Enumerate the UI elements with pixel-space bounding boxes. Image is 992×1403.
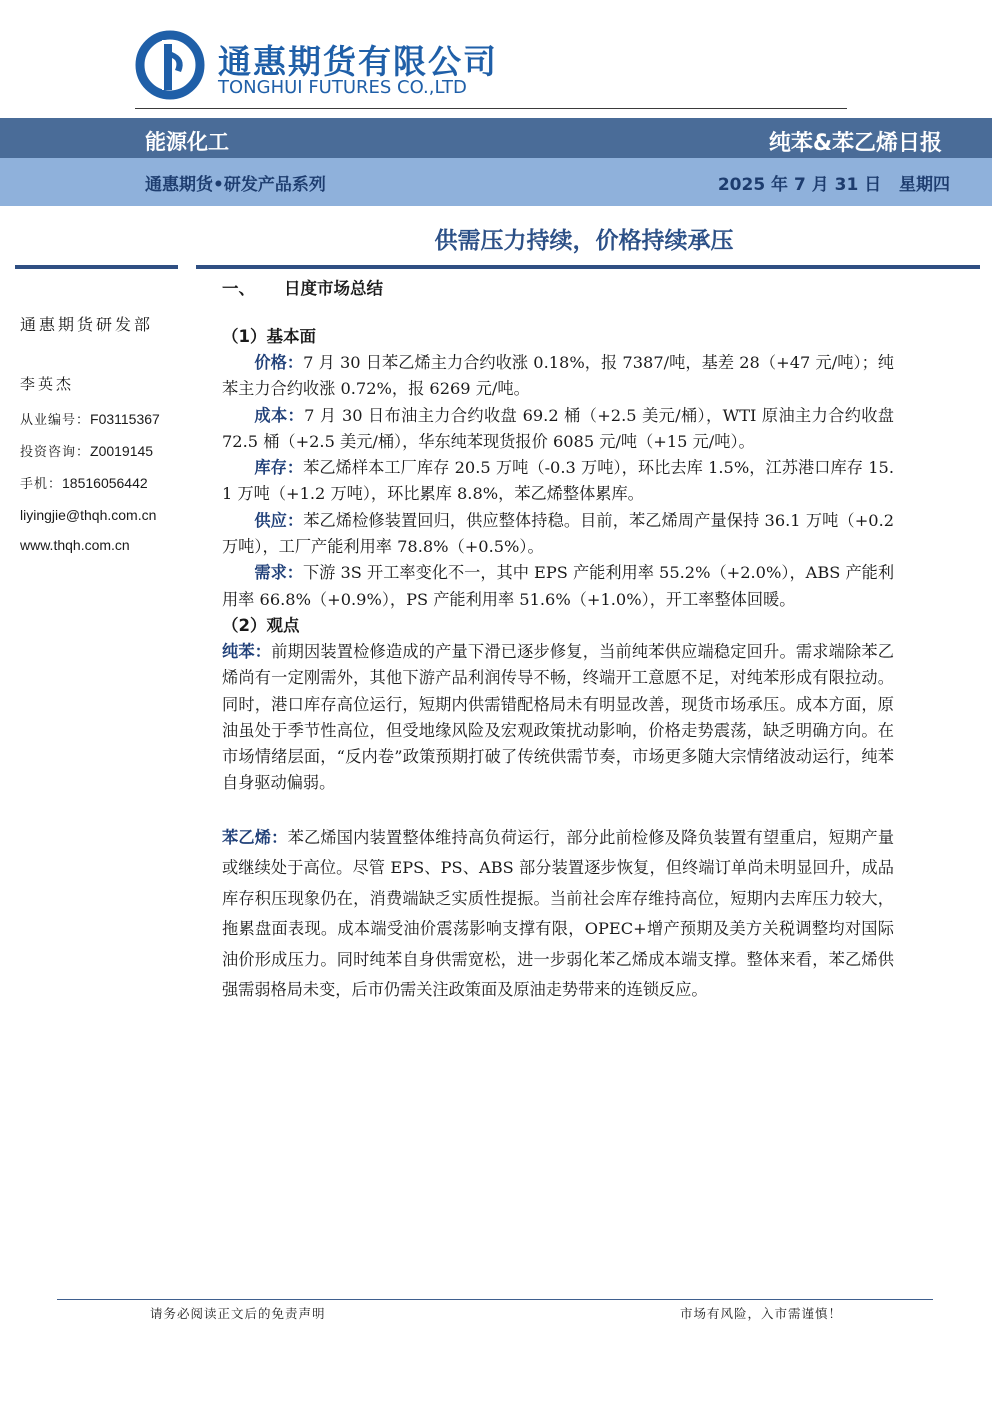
inventory-paragraph: 库存：苯乙烯样本工厂库存 20.5 万吨（-0.3 万吨），环比去库 1.5%，江苏港口库存 15.1 万吨（+1.2 万吨），环比累库 8.8%，苯乙烯整体累库。 [222,458,895,504]
styrene-view-paragraph: 苯乙烯：苯乙烯国内装置整体维持高负荷运行，部分此前检修及降负装置有望重启，短期产量或继续处于高位。尽管 EPS、PS、ABS 部分装置逐步恢复，但终端订单尚未明显回升，成品库存积压现象仍在，消费端缺乏实质性提振。当前社会库存维持高位，短期内去库压力较大，拖累盘面表现。成本端受油价震荡影响支撑有限，OPEC+增产预期及美方关税调整均对国际油价形成压力。同时纯苯自身供需宽松，进一步弱化苯乙烯成本端支撑。整体来看，苯乙烯供强需弱格局未变，后市仍需关注政策面及原油走势带来的连锁反应。 [222,827,895,1000]
demand-paragraph: 需求：下游 3S 开工率变化不一，其中 EPS 产能利用率 55.2%（+2.0%），ABS 产能利用率 66.8%（+0.9%），PS 产能利用率 51.6%（+1.0%），开工率整体回暖。 [222,563,895,609]
risk-warning: 市场有风险，入市需谨慎！ [679,1306,842,1321]
sector-label: 能源化工 [145,130,229,154]
report-date [718,170,950,195]
header-divider [135,108,847,109]
company-name-en: TONGHUI FUTURES CO.,LTD [218,77,467,98]
sidebar-divider [15,265,178,269]
disclaimer-note: 请务必阅读正文后的免责声明 [150,1306,326,1321]
report-headline: 供需压力持续，价格持续承压 [434,228,734,254]
department-name: 通惠期货研发部 [20,315,154,334]
footer-divider [57,1299,933,1300]
supply-paragraph: 供应：苯乙烯检修装置回归，供应整体持稳。目前，苯乙烯周产量保持 36.1 万吨（+0.2 万吨），工厂产能利用率 78.8%（+0.5%）。 [222,510,895,557]
report-body [222,276,894,1006]
email-link[interactable]: liyingjie@thqh.com.cn [20,507,157,523]
price-paragraph: 价格：7 月 30 日苯乙烯主力合约收涨 0.18%，报 7387/吨，基差 28（+47 元/吨）；纯苯主力合约收涨 0.72%，报 6269 元/吨。 [222,353,894,399]
views-heading: （2）观点 [222,615,300,635]
advisory-number: 投资咨询：Z0019145 [20,443,154,460]
company-name-cn: 通惠期货有限公司 [218,42,498,81]
fundamentals-heading: （1）基本面 [222,327,316,346]
report-title: 纯苯&苯乙烯日报 [768,131,942,156]
analyst-sidebar [20,312,190,560]
analyst-name: 李英杰 [20,375,75,393]
company-logo-icon [135,30,205,100]
cost-paragraph: 成本：7 月 30 日布油主力合约收盘 69.2 桶（+2.5 美元/桶），WTI 原油主力合约收盘 72.5 桶（+2.5 美元/桶），华东纯苯现货报价 6085 元/吨（+15 元/吨）。 [222,405,894,451]
license-number: 从业编号：F03115367 [20,411,160,428]
series-label: 通惠期货•研发产品系列 [145,175,326,195]
content-divider [196,265,980,269]
phone-number: 手机：18516056442 [20,475,148,492]
section-title: 一、 日度市场总结 [222,279,383,298]
website-link[interactable]: www.thqh.com.cn [20,537,130,553]
benzene-view-paragraph: 纯苯：前期因装置检修造成的产量下滑已逐步修复，当前纯苯供应端稳定回升。需求端除苯乙烯尚有一定刚需外，其他下游产品利润传导不畅，终端开工意愿不足，对纯苯形成有限拉动。同时，港口库存高位运行，短期内供需错配格局未有明显改善，现货市场承压。成本方面，原油虽处于季节性高位，但受地缘风险及宏观政策扰动影响，价格走势震荡，缺乏明确方向。在市场情绪层面，“反内卷”政策预期打破了传统供需节奏，市场更多随大宗情绪波动运行，纯苯自身驱动偏弱。 [222,641,894,793]
weekday-text: 星期四 [899,175,950,195]
date-text: 2025 年 7 月 31 日 [717,175,882,195]
